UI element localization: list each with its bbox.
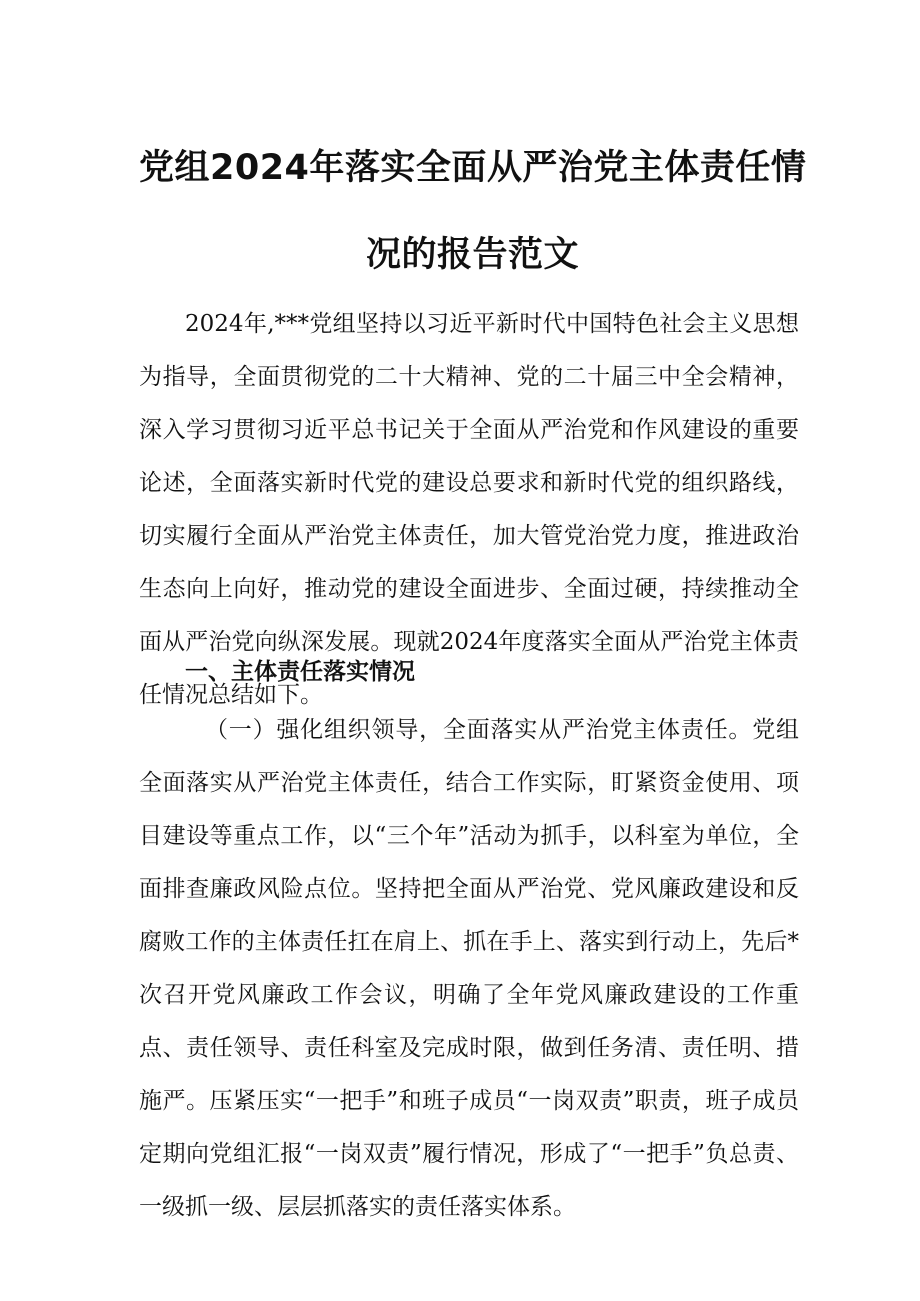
intro-paragraph: 2024年,***党组坚持以习近平新时代中国特色社会主义思想为指导，全面贯彻党的二十大精神、党的二十届三中全会精神，深入学习贯彻习近平总书记关于全面从严治党和作风建设的重要论述，全面落实新时代党的建设总要求和新时代党的组织路线，切实履行全面从严治党主体责任，加大管党治党力度，推进政治生态向上向好，推动党的建设全面进步、全面过硬，持续推动全面从严治党向纵深发展。现就2024年度落实全面从严治党主体责任情况总结如下。 [139,311,799,708]
document-title-line-1: 党组2024年落实全面从严治党主体责任情 [139,148,807,188]
section-heading-1: 一、主体责任落实情况 [185,658,415,685]
document-title-line-2: 况的报告范文 [366,235,580,275]
section-1-paragraph-1: （一）强化组织领导，全面落实从严治党主体责任。党组全面落实从严治党主体责任，结合工作实际，盯紧资金使用、项目建设等重点工作，以“三个年”活动为抓手，以科室为单位，全面排查廉政风险点位。坚持把全面从严治党、党风廉政建设和反腐败工作的主体责任扛在肩上、抓在手上、落实到行动上，先后*次召开党风廉政工作会议，明确了全年党风廉政建设的工作重点、责任领导、责任科室及完成时限，做到任务清、责任明、措施严。压紧压实“一把手”和班子成员“一岗双责”职责，班子成员定期向党组汇报“一岗双责”履行情况，形成了“一把手”负总责、一级抓一级、层层抓落实的责任落实体系。 [139,717,799,1220]
